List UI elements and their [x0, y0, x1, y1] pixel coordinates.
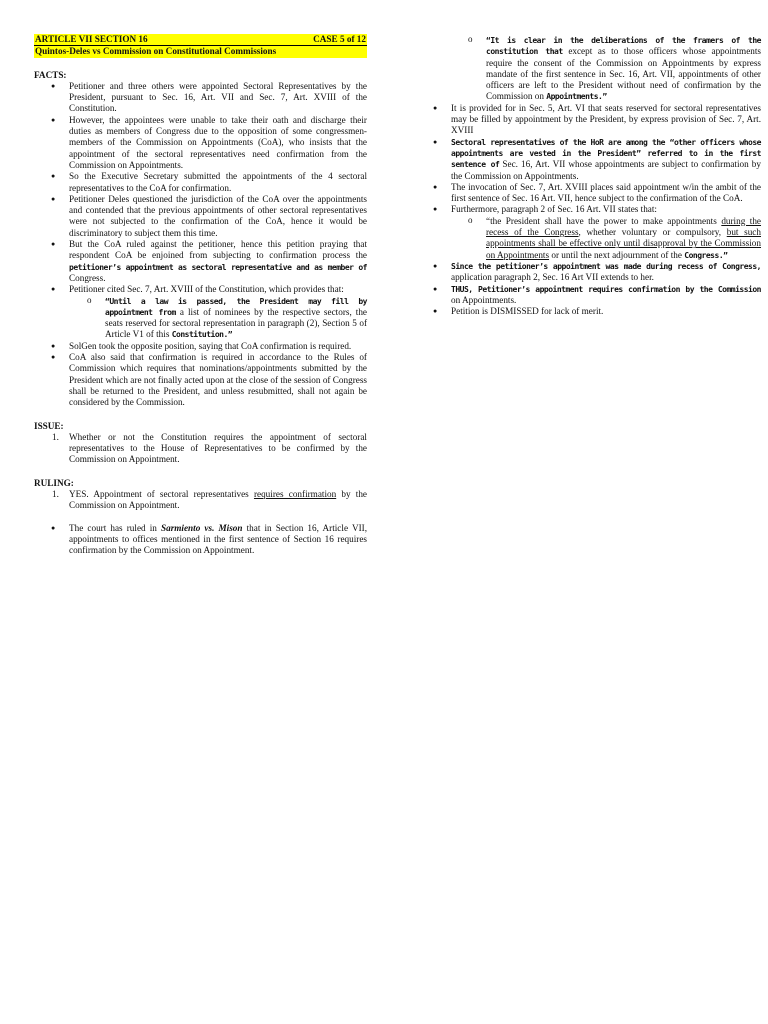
ruling-bullet [416, 261, 761, 284]
ruling-bullets [34, 523, 367, 557]
issue-heading: ISSUE: [34, 420, 64, 431]
facts-item: ● SolGen took the opposite position, saying that CoA confirmation is required. [34, 341, 367, 352]
right-column [416, 35, 761, 317]
ruling-item [34, 489, 367, 512]
ruling-quote [451, 35, 761, 103]
bullet-emphasis: Sectoral representatives of the HoR are among the “other officers whose appointments are vested in the President” referred to in the first sentence of [451, 137, 761, 170]
facts-item [34, 239, 367, 284]
ruling-bullet [416, 137, 761, 182]
ruling-bullet [34, 523, 367, 557]
ruling-text: The court has ruled in [69, 522, 157, 533]
left-column [34, 34, 367, 556]
quote-text: or until the next adjournment of the [551, 249, 682, 260]
facts-item: ● CoA also said that confirmation is required in accordance to the Rules of Commission which requires that nominations/appointments submitted by the President which are not finally acted upon at the close of the session of Congress shall be returned to the President, and unless resubmitted, shall not again be considered by the Commission. [34, 352, 367, 408]
quote-text: , whether voluntary or compulsory, [578, 227, 722, 238]
ruling-bullet [416, 284, 761, 307]
facts-heading: FACTS: [34, 69, 67, 80]
case-citation: Sarmiento vs. Mison [161, 522, 243, 533]
quote-underlined: during the recess of the Congress [486, 215, 762, 238]
ruling-text: YES. Appointment of sectoral representatives [69, 488, 249, 499]
ruling-bullet: ● Furthermore, paragraph 2 of Sec. 16 Art. VII states that: [416, 204, 761, 215]
facts-item: ● Petitioner Deles questioned the jurisdiction of the CoA over the appointments and contended that the previous appointments of other sectoral representatives were not subjected to the confirmation of the CoA, hence it would be discriminatory to subject them this time. [34, 194, 367, 239]
bullet-text: Sec. 16, Art. VII whose appointments are subject to confirmation by the Commission on Appointments. [451, 159, 761, 181]
ruling-quote [451, 216, 761, 261]
ruling-text: that in Section 16, Article VII, appointments to offices mentioned in the first sentence of Section 16 requires confirmation by the Commission on Appointment. [69, 522, 368, 556]
issue-list [34, 432, 367, 466]
case-header-bar [34, 34, 367, 46]
case-number: CASE 5 of 12 [313, 34, 366, 44]
facts-quote [70, 296, 367, 341]
quote-emphasis: “Until a law is passed, the President may fill by appointment from [105, 296, 367, 317]
facts-list [34, 81, 367, 409]
ruling-bullet: ● It is provided for in Sec. 5, Art. VI that seats reserved for sectoral representatives may be filled by appointment by the President, by express provision of Sec. 7, Art. XVIII [416, 103, 761, 137]
facts-item: ● Petitioner cited Sec. 7, Art. XVIII of the Constitution, which provides that: [34, 284, 367, 295]
quote-emphasis: Congress.” [684, 250, 728, 260]
ruling-bullet: ● The invocation of Sec. 7, Art. XVIII places said appointment w/in the ambit of the first sentence of Sec. 16 Art. VII, hence subject to the confirmation of the CoA. [416, 182, 761, 205]
facts-text: But the CoA ruled against the petitioner, hence this petition praying that respondent CoA be enjoined from subjecting to confirmation process the [69, 239, 367, 261]
issue-item: 1. Whether or not the Constitution requires the appointment of sectoral representatives to the House of Representatives to be confirmed by the Commission on Appointment. [34, 432, 367, 466]
bullet-emphasis: Since the petitioner’s appointment was made during recess of Congress, [451, 261, 761, 271]
ruling-text: by the Commission on Appointment. [69, 488, 368, 511]
quote-emphasis: “It is clear in the deliberations of the framers of the constitution that [486, 36, 761, 57]
right-list [416, 35, 761, 317]
ruling-list [34, 489, 367, 512]
quote-emphasis: Appointments.” [546, 92, 607, 102]
quote-text: a list of nominees by the respective sectors, the seats reserved for sectoral representation in paragraph (2), Section 5 of Article V1 of this [105, 306, 368, 340]
facts-item: ● So the Executive Secretary submitted the appointments of the 4 sectoral representatives to the CoA for confirmation. [34, 171, 367, 194]
quote-text: “the President shall have the power to make appointments [486, 215, 717, 226]
article-label: ARTICLE VII SECTION 16 [35, 34, 148, 44]
quote-text: except as to those officers whose appointments require the consent of the Commission on Appointments by express mandate of the first sentence in Sec. 16, Art. VII, appointments of other officers are left to the President without need of confirmation by the Commission on [486, 46, 761, 102]
ruling-underlined: requires confirmation [253, 488, 337, 499]
quote-underlined: but such appointments shall be effective only until disapproval by the Commission on Appointments [486, 227, 761, 260]
facts-text: Congress. [69, 272, 106, 283]
bullet-emphasis: THUS, Petitioner’s appointment requires confirmation by the Commission [451, 284, 761, 294]
facts-item: ● Petitioner and three others were appointed Sectoral Representatives by the President, pursuant to Sec. 16, Art. VII and Sec. 7, Art. XVIII of the Constitution. [34, 81, 367, 115]
facts-emphasis: petitioner’s appointment as sectoral representative and as member of [69, 262, 367, 272]
facts-item: ● However, the appointees were unable to take their oath and discharge their duties as members of Congress due to the opposition of some congressmen-members of the Commission on Appointments (CoA), who insists that the appointment of the sectoral representatives need confirmation from the Commission on Appointments. [34, 115, 367, 171]
ruling-heading: RULING: [34, 477, 74, 488]
bullet-text: on Appointments. [451, 294, 517, 305]
quote-emphasis: Constitution.” [171, 330, 233, 340]
ruling-bullet: ● Petition is DISMISSED for lack of merit. [416, 306, 761, 317]
bullet-text: application paragraph 2, Sec. 16 Art VII extends to her. [451, 272, 654, 283]
case-title: Quintos-Deles vs Commission on Constitutional Commissions [34, 46, 367, 57]
